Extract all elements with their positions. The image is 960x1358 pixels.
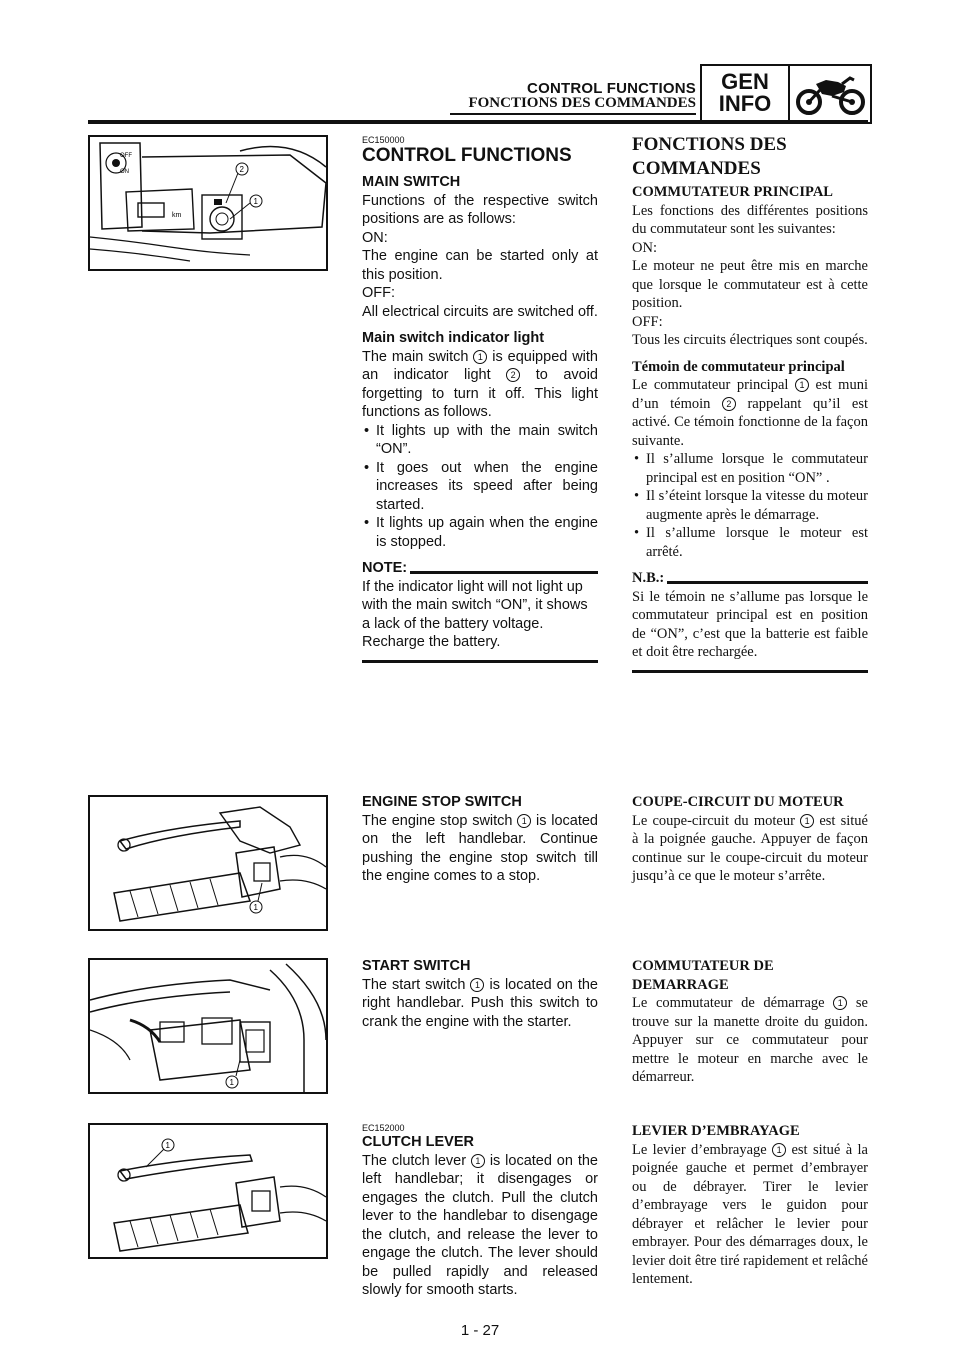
header-title-fr: FONCTIONS DES COMMANDES — [468, 95, 696, 111]
list-item: • It lights up again when the engine is stopped. — [362, 514, 598, 551]
main-switch-fr — [632, 133, 868, 673]
indicator-heading-fr: Témoin de commutateur principal — [632, 358, 845, 375]
start-switch-en — [362, 957, 598, 1031]
section-title-en: CONTROL FUNCTIONS — [362, 145, 572, 166]
callout-1: 1 — [795, 378, 809, 392]
main-switch-heading-en: MAIN SWITCH — [362, 174, 461, 190]
section-title-fr: FONCTIONS DES COMMANDES — [632, 134, 787, 179]
motorcycle-icon — [792, 66, 870, 122]
clutch-text-fr: Le levier d’embrayage 1 est situé à la poignée gauche et permet d’embrayer ou de débrayer. Tirer le levier d’embrayage vers le guidon pour débrayer et relâcher le levier pour embrayer. Pour des démarrages doux, le levier doit être tiré rapidement et relâché lentement. — [632, 1141, 868, 1287]
callout-2: 2 — [722, 397, 736, 411]
fig-callout-2: 2 — [239, 165, 244, 174]
start-switch-fr — [632, 957, 868, 1087]
clutch-en — [362, 1123, 598, 1300]
note-header-fr — [632, 569, 868, 588]
engine-stop-text-en: The engine stop switch 1 is located on the left handlebar. Continue pushing the engine stop switch till the engine comes to a stop. — [362, 812, 598, 884]
note-label-en: NOTE: — [362, 560, 408, 576]
note-text-fr: Si le témoin ne s’allume pas lorsque le commutateur principal est en position de “ON”, c’est que la batterie est faible et doit être rechargée. — [632, 588, 868, 660]
callout-2: 2 — [506, 368, 520, 382]
badge-text — [702, 66, 790, 122]
main-switch-figure — [88, 135, 328, 271]
note-label-fr: N.B.: — [632, 570, 665, 586]
clutch-lever-figure — [88, 1123, 328, 1259]
off-text-fr: Tous les circuits électriques sont coupés. — [632, 332, 868, 348]
main-switch-en — [362, 135, 598, 663]
start-switch-heading-fr-1: COMMUTATEUR DE — [632, 958, 774, 974]
clutch-heading-fr: LEVIER D’EMBRAYAGE — [632, 1123, 800, 1139]
fig-callout-1: 1 — [229, 1078, 234, 1087]
clutch-text-en: The clutch lever 1 is located on the left handlebar; it disengages or engages the clutch. Pull the clutch lever to the handlebar to disengage the clutch, and release the lever to engage the clutch. The lever should be pulled rapidly and released slowly for smooth starts. — [362, 1152, 598, 1298]
on-label-en: ON: — [362, 229, 388, 246]
callout-1: 1 — [470, 978, 484, 992]
on-label-fr: ON: — [632, 239, 657, 256]
main-switch-heading-fr: COMMUTATEUR PRINCIPAL — [632, 184, 833, 200]
header-underline — [450, 113, 696, 115]
indicator-text-fr: Le commutateur principal 1 est muni d’un témoin 2 rappelant qu’il est activé. Ce témoin fonctionne de la façon suivante. — [632, 377, 868, 449]
list-item: • It lights up with the main switch “ON”. — [362, 422, 598, 459]
fig-callout-1: 1 — [253, 197, 258, 206]
callout-1: 1 — [471, 1154, 485, 1168]
clutch-heading-en: CLUTCH LEVER — [362, 1134, 474, 1150]
callout-1: 1 — [517, 814, 531, 828]
engine-stop-heading-en: ENGINE STOP SWITCH — [362, 794, 522, 810]
engine-stop-text-fr: Le coupe-circuit du moteur 1 est situé à la poignée gauche. Appuyer de façon continue sur le coupe-circuit du moteur jusqu’à ce que le moteur s’arrête. — [632, 812, 868, 884]
badge-line2: INFO — [718, 91, 772, 116]
start-switch-text-en: The start switch 1 is located on the right handlebar. Push this switch to crank the engine with the starter. — [362, 976, 598, 1030]
note-header-en — [362, 559, 598, 578]
fig-label-on: ON — [120, 169, 129, 175]
fig-label-off: OFF — [120, 153, 132, 159]
note-text-en: If the indicator light will not light up with the main switch “ON”, it shows a lack of the battery voltage. Recharge the battery. — [362, 578, 588, 650]
list-item: • Il s’allume lorsque le moteur est arrêté. — [632, 524, 868, 561]
list-item: • It goes out when the engine increases its speed after being started. — [362, 459, 598, 515]
fig-label-km: km — [172, 212, 182, 219]
start-switch-heading-fr-2: DEMARRAGE — [632, 976, 729, 993]
callout-1: 1 — [772, 1143, 786, 1157]
engine-stop-figure — [88, 795, 328, 931]
off-text-en: All electrical circuits are switched off. — [362, 303, 598, 320]
header-title-en: CONTROL FUNCTIONS — [527, 80, 696, 97]
off-label-en: OFF: — [362, 285, 396, 301]
callout-1: 1 — [473, 350, 487, 364]
main-switch-intro-fr: Les fonctions des différentes positions du commutateur sont les suivantes: — [632, 202, 868, 237]
note-end-rule — [362, 660, 598, 663]
section-code: EC150000 — [362, 135, 405, 145]
list-item: • Il s’allume lorsque le commutateur principal est en position “ON” . — [632, 450, 868, 487]
start-switch-heading-en: START SWITCH — [362, 958, 471, 974]
on-text-en: The engine can be started only at this position. — [362, 248, 598, 283]
note-end-rule — [632, 670, 868, 673]
engine-stop-heading-fr: COUPE-CIRCUIT DU MOTEUR — [632, 794, 844, 810]
main-switch-intro-en: Functions of the respective switch positions are as follows: — [362, 192, 598, 227]
badge-line1: GEN — [721, 69, 769, 94]
start-switch-text-fr: Le commutateur de démarrage 1 se trouve sur la manette droite du guidon. Appuyer sur ce commutateur pour mettre le moteur en marche avec le démarreur. — [632, 995, 868, 1085]
indicator-bullets-fr — [632, 450, 868, 561]
callout-1: 1 — [800, 814, 814, 828]
page-number: 1 - 27 — [460, 1322, 500, 1339]
header-rule — [88, 120, 868, 124]
on-text-fr: Le moteur ne peut être mis en marche que lorsque le commutateur est à cette position. — [632, 258, 868, 311]
off-label-fr: OFF: — [632, 313, 663, 330]
clutch-fr — [632, 1122, 868, 1289]
section-code: EC152000 — [362, 1123, 405, 1133]
fig-callout-1: 1 — [165, 1141, 170, 1150]
indicator-heading-en: Main switch indicator light — [362, 330, 545, 346]
start-switch-figure — [88, 958, 328, 1094]
fig-callout-1: 1 — [253, 903, 258, 912]
list-item: • Il s’éteint lorsque la vitesse du moteur augmente après le démarrage. — [632, 487, 868, 524]
engine-stop-en — [362, 793, 598, 886]
section-badge — [700, 64, 872, 124]
engine-stop-fr — [632, 793, 868, 886]
callout-1: 1 — [833, 996, 847, 1010]
indicator-text-en: The main switch 1 is equipped with an indicator light 2 to avoid forgetting to turn it off. This light functions as follows. — [362, 348, 598, 420]
indicator-bullets-en — [362, 422, 598, 552]
